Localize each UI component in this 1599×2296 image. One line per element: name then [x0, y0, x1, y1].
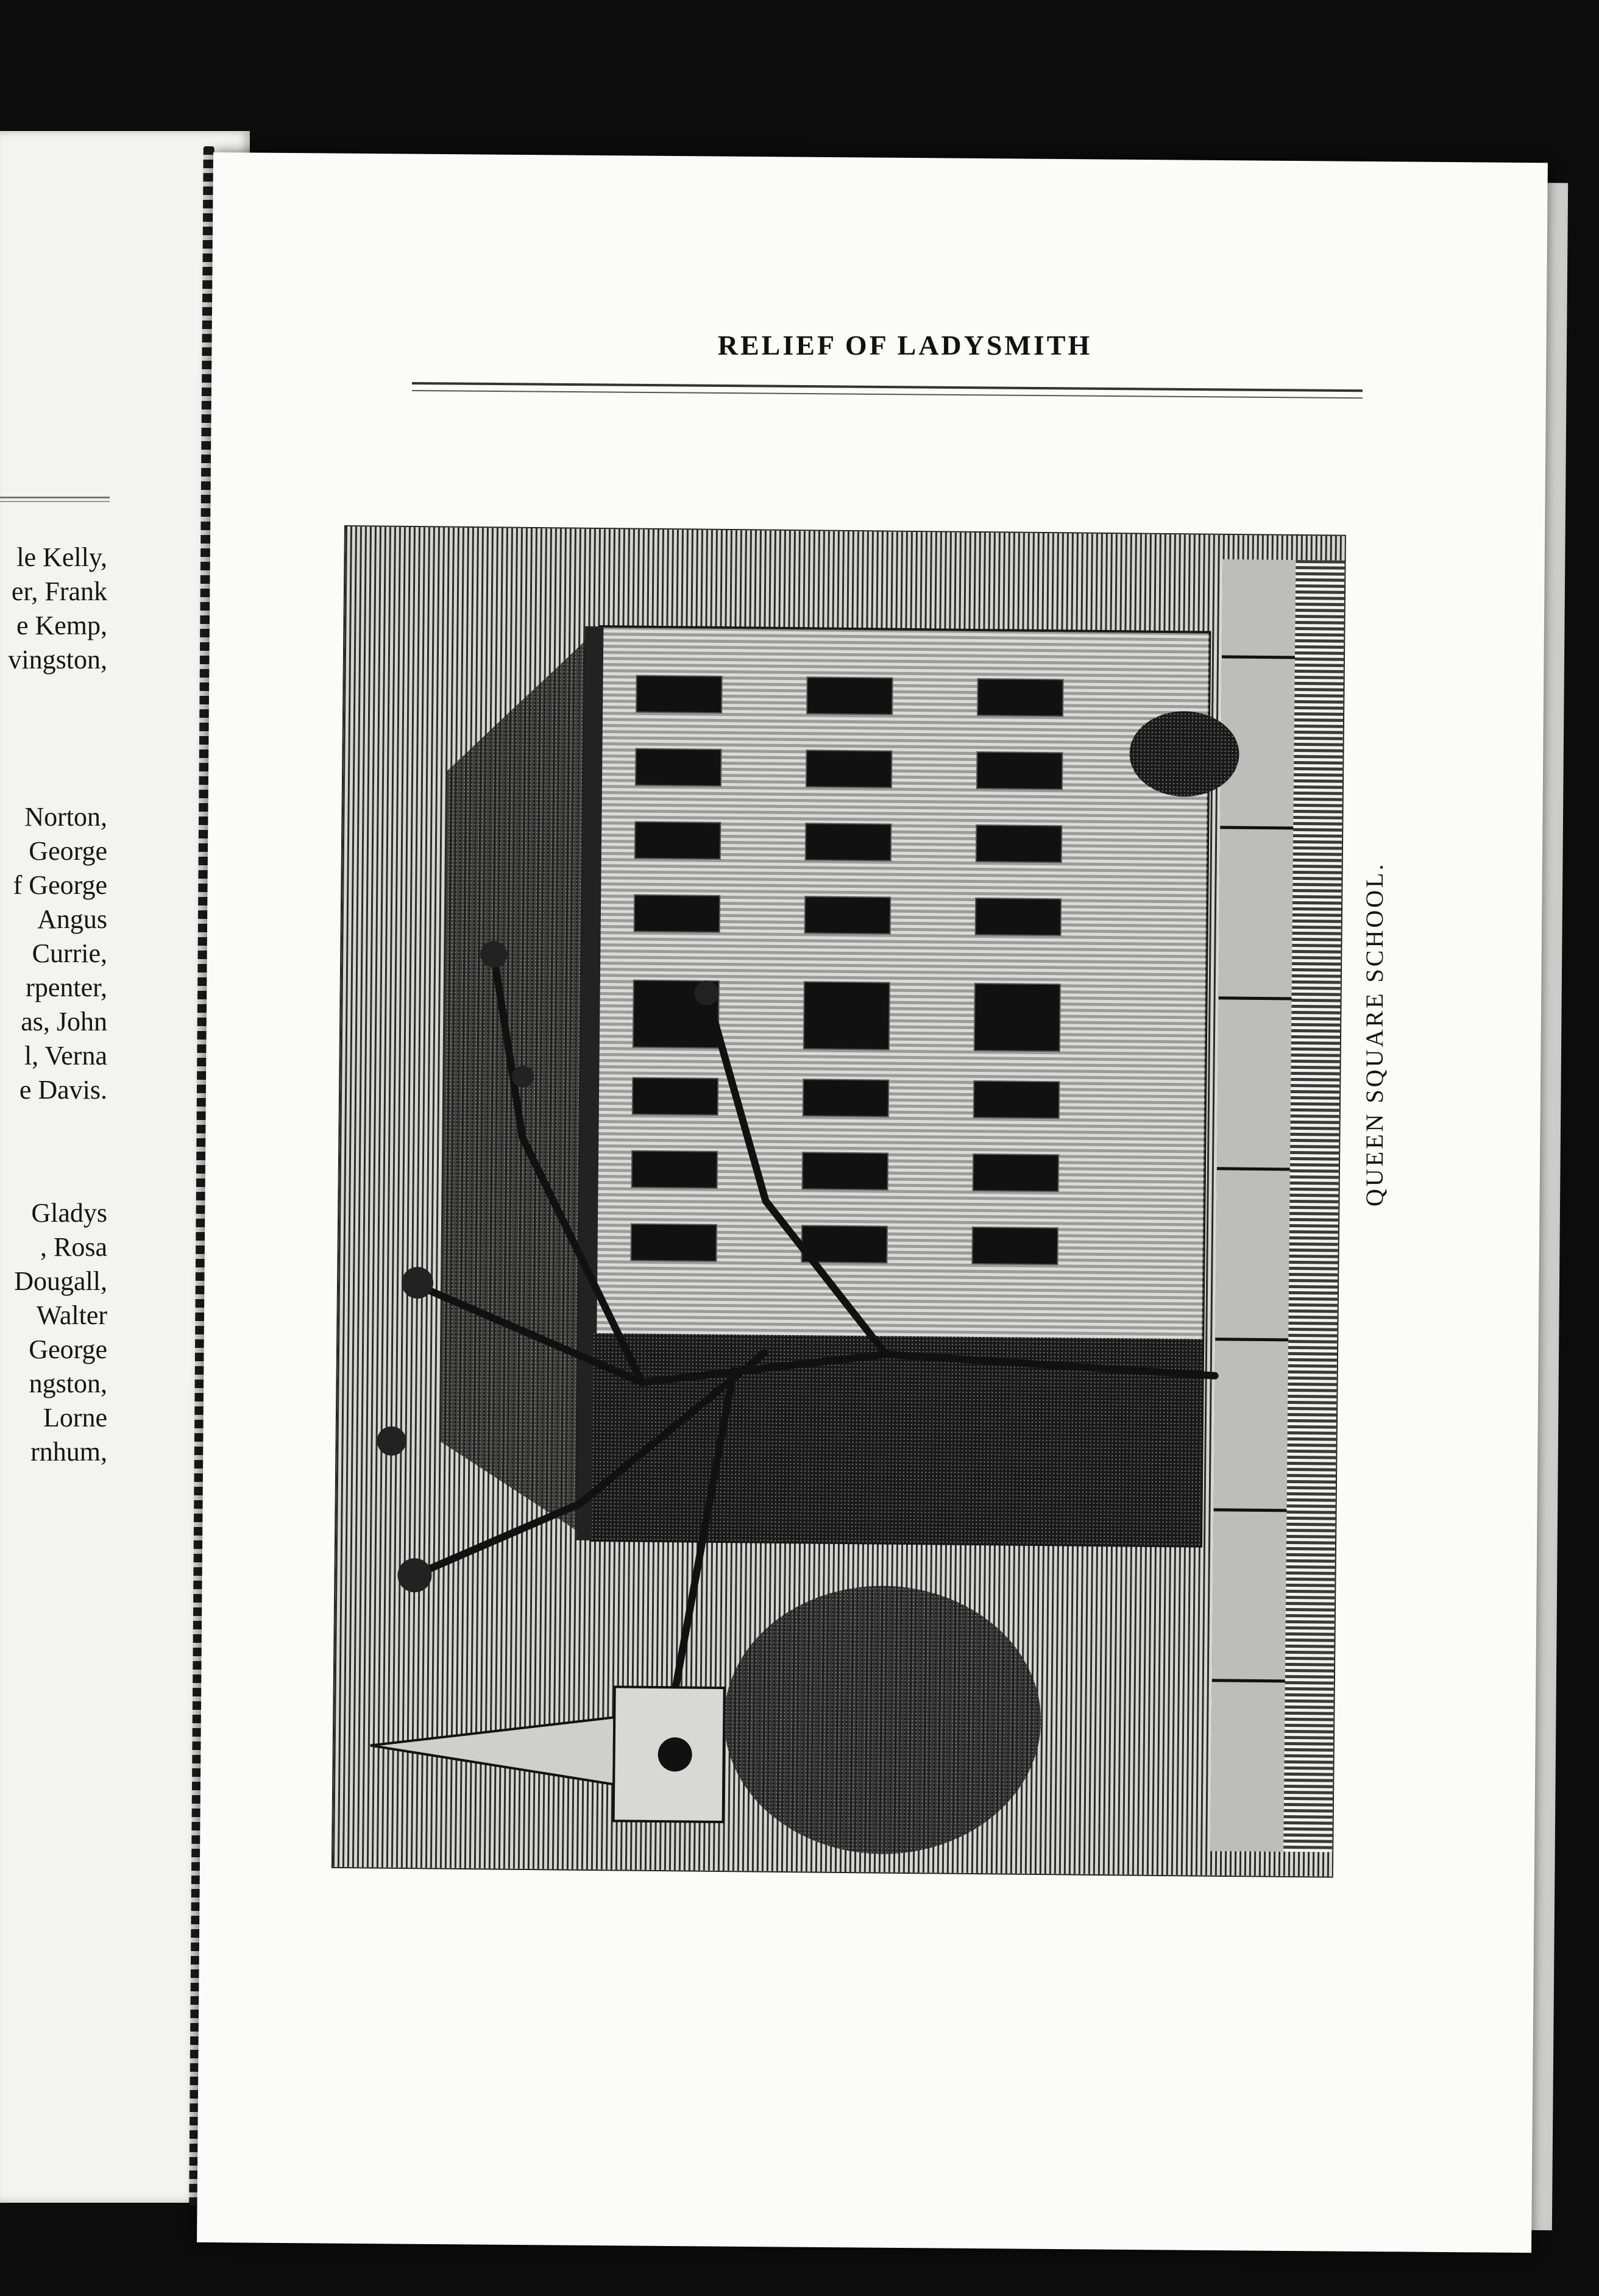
- left-line: er, Frank: [11, 576, 107, 606]
- left-page-rule: [0, 497, 110, 502]
- left-line: Norton,: [24, 802, 107, 832]
- left-line: Angus: [37, 904, 107, 934]
- left-line: George: [29, 1334, 107, 1364]
- left-line: rpenter,: [26, 973, 107, 1002]
- plate-caption: QUEEN SQUARE SCHOOL.: [1361, 862, 1388, 1206]
- left-line: ngston,: [29, 1369, 107, 1398]
- left-line: George: [29, 836, 107, 866]
- left-line: Currie,: [32, 938, 107, 968]
- left-line: Walter: [36, 1300, 107, 1330]
- left-line: f George: [13, 870, 107, 900]
- left-text-block-3: [0, 1196, 107, 1469]
- left-text-block-1: [0, 540, 107, 677]
- running-head: RELIEF OF LADYSMITH: [717, 330, 1093, 361]
- left-line: e Davis.: [19, 1075, 107, 1105]
- building-engraving-icon: [333, 526, 1345, 1877]
- left-line: e Kemp,: [16, 611, 107, 640]
- left-line: l, Verna: [24, 1041, 107, 1071]
- left-line: Lorne: [43, 1403, 107, 1433]
- left-line: Gladys: [31, 1198, 107, 1228]
- left-line: le Kelly,: [16, 542, 107, 572]
- engraving-plate: [332, 525, 1346, 1878]
- left-line: rnhum,: [30, 1437, 107, 1467]
- left-line: vingston,: [8, 645, 107, 675]
- left-line: as, John: [21, 1007, 107, 1036]
- left-text-block-2: [0, 800, 107, 1107]
- left-line: , Rosa: [40, 1232, 107, 1262]
- left-line: Dougall,: [14, 1266, 107, 1296]
